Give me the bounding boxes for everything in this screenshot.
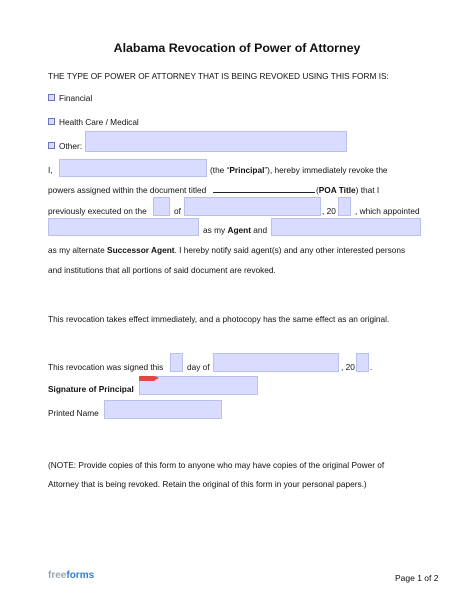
printed-name-field[interactable]	[104, 400, 222, 419]
paragraph-line-5	[48, 244, 405, 256]
poa-open: (	[316, 185, 319, 195]
logo-forms: forms	[66, 570, 95, 581]
successor-agent-name-field[interactable]	[271, 218, 421, 236]
principal-name-field[interactable]	[59, 159, 207, 177]
and-text: and	[253, 225, 268, 235]
successor-bold: Successor Agent	[107, 245, 175, 255]
paragraph-line-6: and institutions that all portions of said document are revoked.	[48, 265, 276, 275]
financial-label: Financial	[59, 93, 93, 103]
of-text: of	[174, 206, 181, 216]
paragraph-line-2: powers assigned within the document titled	[48, 185, 207, 195]
notify-text: . I hereby notify said agent(s) and any other interested persons	[174, 245, 406, 255]
note-line-1: (NOTE: Provide copies of this form to anyone who may have copies of the original Power of	[48, 460, 385, 470]
paragraph-line-1	[48, 164, 53, 176]
type-heading: THE TYPE OF POWER OF ATTORNEY THAT IS BEING REVOKED USING THIS FORM IS:	[48, 71, 389, 81]
executed-day-field[interactable]	[153, 197, 170, 216]
agent-bold: Agent	[227, 225, 251, 235]
as-my-text: as my	[203, 225, 226, 235]
other-checkbox[interactable]	[48, 142, 55, 149]
year-prefix-text: , 20	[322, 206, 336, 216]
other-label: Other:	[59, 141, 83, 151]
agent-text	[203, 224, 267, 236]
signed-month-field[interactable]	[213, 353, 339, 372]
freeforms-logo	[48, 570, 94, 582]
signature-label: Signature of Principal	[48, 384, 134, 394]
signed-end-text: .	[370, 362, 373, 372]
signed-year-field[interactable]	[356, 353, 369, 372]
document-title: Alabama Revocation of Power of Attorney	[113, 41, 361, 55]
page-number: Page 1 of 2	[395, 573, 439, 583]
principal-pre: (the “	[210, 165, 230, 175]
poa-title-text	[316, 184, 379, 196]
health-care-checkbox[interactable]	[48, 118, 55, 125]
executed-year-field[interactable]	[338, 197, 351, 216]
principal-intro-text: I,	[48, 165, 53, 175]
effect-statement: This revocation takes effect immediately, and a photocopy has the same effect as an original.	[48, 314, 390, 324]
alternate-text: as my alternate	[48, 245, 105, 255]
financial-checkbox[interactable]	[48, 94, 55, 101]
principal-bold: Principal	[229, 165, 265, 175]
paragraph-line-3: previously executed on the	[48, 206, 147, 216]
printed-name-label: Printed Name	[48, 408, 99, 418]
poa-bold: POA Title	[318, 185, 356, 195]
principal-post: ”), hereby immediately revoke the	[264, 165, 388, 175]
signed-year-prefix: , 20	[341, 362, 355, 372]
sign-here-tab-icon	[139, 376, 155, 381]
agent-name-field[interactable]	[48, 218, 199, 236]
which-appointed-text: , which appointed	[355, 206, 420, 216]
note-line-2: Attorney that is being revoked. Retain the original of this form in your personal papers.)	[48, 479, 367, 489]
health-care-label: Health Care / Medical	[59, 117, 139, 127]
other-text-field[interactable]	[85, 131, 347, 152]
signed-this-text: This revocation was signed this	[48, 362, 164, 372]
principal-text	[210, 164, 388, 176]
day-of-text: day of	[187, 362, 210, 372]
poa-close: ) that I	[355, 185, 380, 195]
logo-free: free	[48, 570, 67, 581]
signed-day-field[interactable]	[170, 353, 183, 372]
poa-title-underline	[213, 184, 315, 196]
executed-month-field[interactable]	[184, 197, 321, 216]
